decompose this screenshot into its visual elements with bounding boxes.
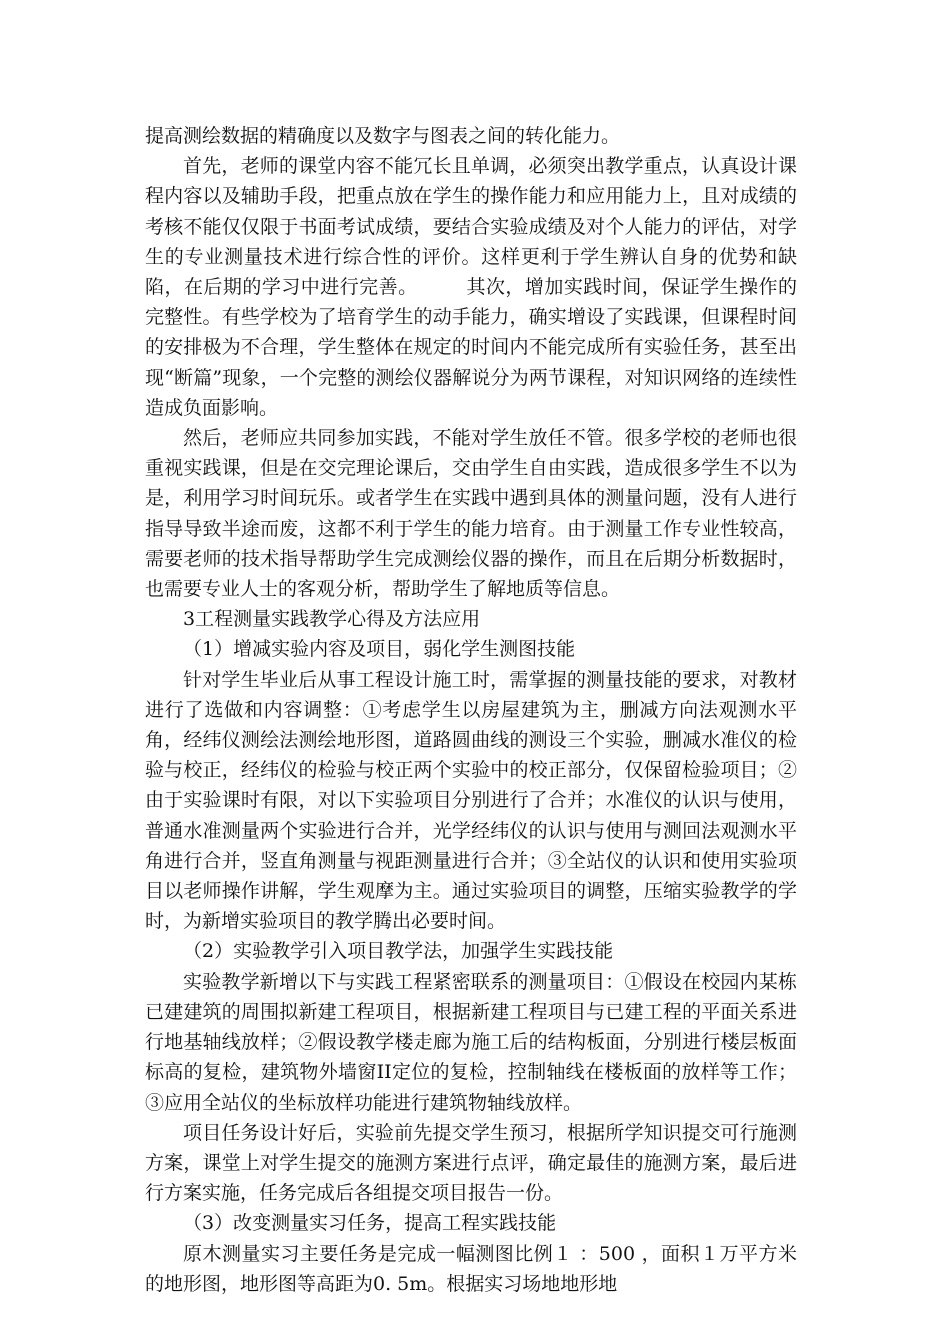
subsection-heading: （2）实验教学引入项目教学法，加强学生实践技能	[183, 940, 614, 963]
paragraph: 实验教学新增以下与实践工程紧密联系的测量项目：①假设在校园内某栋已建建筑的周围拟新建工程项目，根据新建工程项目与已建工程的平面关系进行地基轴线放样；②假设教学楼走廊为施工后的结构板面，分别进行楼层板面标高的复检，建筑物外墙窗II定位的复检，控制轴线在楼板面的放样等工作；③应用全站仪的坐标放样功能进行建筑物轴线放样。	[145, 970, 797, 1114]
paragraph: 提高测绘数据的精确度以及数字与图表之间的转化能力。	[145, 125, 621, 147]
subsection-heading: （3）改变测量实习任务，提高工程实践技能	[183, 1212, 557, 1235]
paragraph: 原木测量实习主要任务是完成一幅测图比例１ ：500 ，面积１万平方米的地形图，地形图等高距为0. 5m。根据实习场地地形地	[145, 1242, 797, 1295]
paragraph: 项目任务设计好后，实验前先提交学生预习，根据所学知识提交可行施测方案，课堂上对学生提交的施测方案进行点评，确定最佳的施测方案，最后进行方案实施，任务完成后各组提交项目报告一份。	[145, 1121, 797, 1205]
section-heading: 3工程测量实践教学心得及方法应用	[183, 608, 481, 631]
subsection-heading: （1）增减实验内容及项目，弱化学生测图技能	[183, 638, 576, 661]
document-body	[145, 121, 797, 1299]
paragraph: 然后，老师应共同参加实践，不能对学生放任不管。很多学校的老师也很重视实践课，但是在交完理论课后，交由学生自由实践，造成很多学生不以为是，利用学习时间玩乐。或者学生在实践中遇到具体的测量问题，没有人进行指导导致半途而废，这都不利于学生的能力培育。由于测量工作专业性较高，需要老师的技术指导帮助学生完成测绘仪器的操作，而且在后期分析数据时，也需要专业人士的客观分析，帮助学生了解地质等信息。	[145, 427, 797, 601]
paragraph: 首先，老师的课堂内容不能冗长且单调，必须突出教学重点，认真设计课程内容以及辅助手段，把重点放在学生的操作能力和应用能力上，且对成绩的考核不能仅仅限于书面考试成绩，要结合实验成绩及对个人能力的评估，对学生的专业测量技术进行综合性的评价。这样更利于学生辨认自身的优势和缺陷，在后期的学习中进行完善。 其次，增加实践时间，保证学生操作的完整性。有些学校为了培育学生的动手能力，确实增设了实践课，但课程时间的安排极为不合理，学生整体在规定的时间内不能完成所有实验任务，甚至出现“断篇”现象，一个完整的测绘仪器解说分为两节课程，对知识网络的连续性造成负面影响。	[145, 155, 797, 419]
paragraph: 针对学生毕业后从事工程设计施工时，需掌握的测量技能的要求，对教材进行了选做和内容调整：①考虑学生以房屋建筑为主，删减方向法观测水平角，经纬仪测绘法测绘地形图，道路圆曲线的测设三个实验，删减水准仪的检验与校正，经纬仪的检验与校正两个实验中的校正部分，仅保留检验项目；②由于实验课时有限，对以下实验项目分别进行了合并；水准仪的认识与使用，普通水准测量两个实验进行合并，光学经纬仪的认识与使用与测回法观测水平角进行合并，竖直角测量与视距测量进行合并；③全站仪的认识和使用实验项目以老师操作讲解，学生观摩为主。通过实验项目的调整，压缩实验教学的学时，为新增实验项目的教学腾出必要时间。	[145, 668, 797, 933]
